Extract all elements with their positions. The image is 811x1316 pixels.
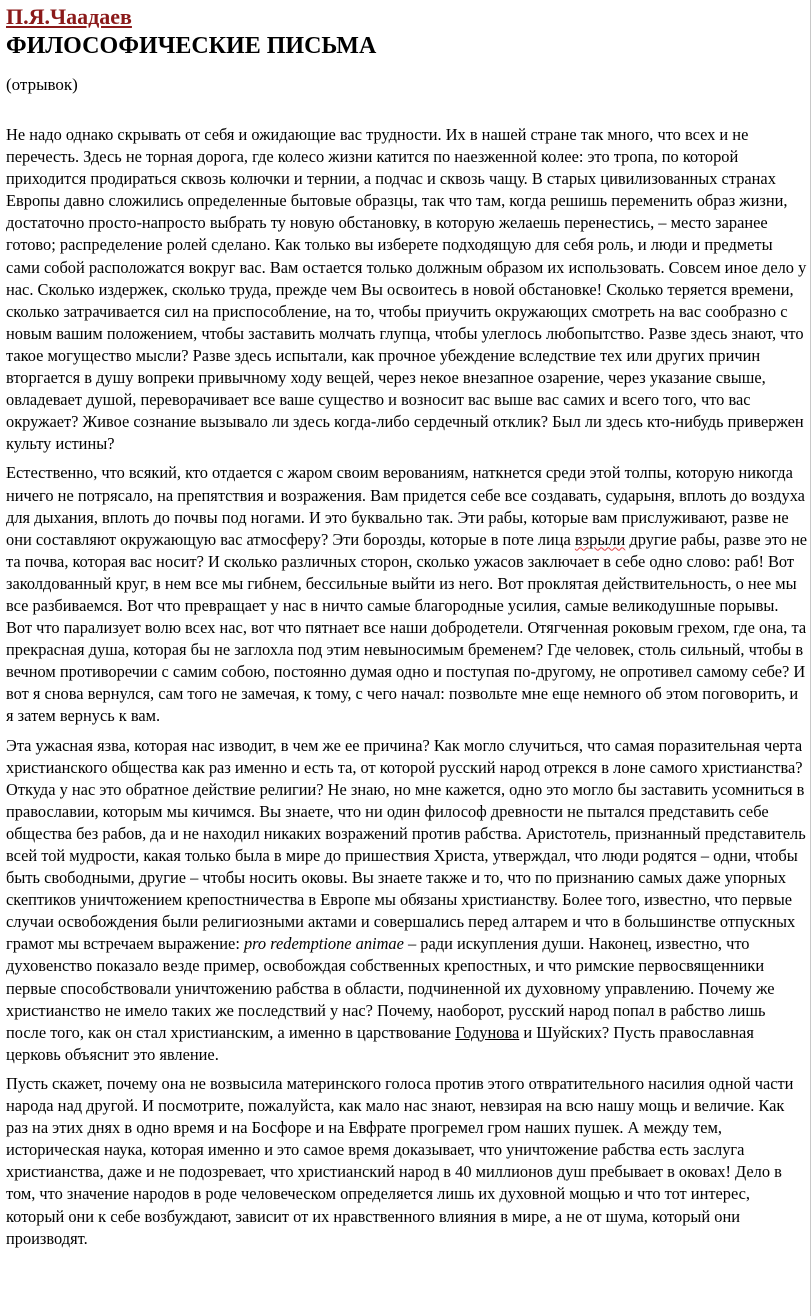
paragraph-2	[6, 462, 810, 727]
paragraph-1: Не надо однако скрывать от себя и ожидающие вас трудности. Их в нашей стране так много, что всех и не перечесть. Здесь не торная дорога, где колесо жизни катится по наезженной колее: это тропа, по которой приходится продираться сквозь колючки и тернии, а подчас и сквозь чащу. В старых цивилизованных странах Европы давно сложились определенные бытовые образцы, так что там, когда решишь переменить образ жизни, достаточно просто-напросто выбрать ту новую обстановку, в которую желаешь перенестись, – место заранее готово; распределение ролей сделано. Как только вы изберете подходящую для себя роль, и люди и предметы сами собой расположатся вокруг вас. Вам остается только должным образом их использовать. Совсем иное дело у нас. Сколько издержек, сколько труда, прежде чем Вы освоитесь в новой обстановке! Сколько теряется времени, сколько затрачивается сил на приспособление, на то, чтобы приучить окружающих смотреть на вас сообразно с новым вашим положением, чтобы заставить молчать глупца, чтобы улеглось любопытство. Разве здесь знают, что такое могущество мысли? Разве здесь испытали, как прочное убеждение вследствие тех или других причин вторгается в душу вопреки привычному ходу вещей, через некое внезапное озарение, через указание свыше, овладевает душой, переворачивает все ваше существо и возносит вас выше вас самих и всего того, что вас окружает? Живое сознание вызывало ли здесь когда-либо сердечный отклик? Был ли здесь кто-нибудь привержен культу истины?	[6, 125, 807, 454]
underlined-word[interactable]: Годунова	[455, 1022, 520, 1042]
paragraph-2-text-end: другие рабы, разве это не та почва, которая вас носит? И сколько различных сторон, сколько ужасов заключает в себе одно слово: раб! Вот заколдованный круг, в нем все мы гибнем, бессильные выйти из него. Вот проклятая действительность, о нее мы все разбиваемся. Вот что превращает у нас в ничто самые благородные усилия, самые великодушные порывы. Вот что парализует волю всех нас, вот что пятнает все наши добродетели. Отягченная роковым грехом, где она, та прекрасная душа, которая бы не заглохла под этим невыносимым бременем? Где человек, столь сильный, чтобы в вечном противоречии с самим собою, постоянно думая одно и поступая по-другому, не опротивел самому себе? И вот я снова вернулся, сам того не замечая, к тому, с чего начал: позвольте мне еще немного об этом поговорить, и я затем вернусь к вам.	[6, 529, 808, 726]
latin-phrase: pro redemptione animae	[243, 934, 404, 954]
document-title: ФИЛОСОФИЧЕСКИЕ ПИСЬМА	[6, 33, 377, 59]
spellcheck-flagged-word[interactable]: взрыли	[574, 529, 626, 549]
author-name-link[interactable]: П.Я.Чаадаев	[6, 4, 132, 29]
paragraph-3	[6, 735, 810, 1066]
paragraph-4: Пусть скажет, почему она не возвысила материнского голоса против этого отвратительного насилия одной части народа над другой. И посмотрите, пожалуйста, как мало нас знают, невзирая на всю нашу мощь и величие. Как раз на этих днях в одно время и на Босфоре и на Евфрате прогремел гром наших пушек. А между тем, историческая наука, которая именно и это самое время доказывает, что уничтожение рабства есть заслуга христианства, даже и не подозревает, что христианский народ в 40 миллионов душ пребывает в оковах! Дело в том, что значение народов в роде человеческом определяется лишь их духовной мощью и что тот интерес, который они к себе возбуждают, зависит от их нравственного влияния в мире, а не от шума, который они производят.	[6, 1073, 794, 1248]
document-subtitle: (отрывок)	[6, 75, 78, 94]
paragraph-3-text-end: и Шуйских? Пусть православная церковь объяснит это явление.	[6, 1022, 754, 1064]
paragraph-3-text-start: Эта ужасная язва, которая нас изводит, в чем же ее причина? Как могло случиться, что самая поразительная черта христианского общества как раз именно и есть та, от которой русский народ отрекся в лоне самого христианства? Откуда у нас это обратное действие религии? Не знаю, но мне кажется, одно это могло бы заставить усомниться в православии, которым мы кичимся. Вы знаете, что ни один философ древности не пытался представить себе общества без рабов, да и не находил никаких возражений против рабства. Аристотель, признанный представитель всей той мудрости, какая только была в мире до пришествия Христа, утверждал, что люди родятся – одни, чтобы быть свободными, другие – чтобы носить оковы. Вы знаете также и то, что по признанию самых даже упорных скептиков уничтожением крепостничества в Европе мы обязаны христианству. Более того, известно, что первые случаи освобождения были религиозными актами и совершались перед алтарем и что в большинстве отпускных грамот мы встречаем выражение:	[6, 735, 806, 954]
paragraph-3-text-middle: – ради искупления души. Наконец, известно, что духовенство показало везде пример, освобождая собственных крепостных, и что римские первосвященники первые способствовали уничтожению рабства в области, подчиненной их духовному управлению. Почему же христианство не имело таких же последствий у нас? Почему, наоборот, русский народ попал в рабство лишь после того, как он стал христианским, а именно в царствование	[6, 934, 775, 1042]
paragraph-2-text-start: Естественно, что всякий, кто отдается с жаром своим верованиям, наткнется среди этой толпы, которую никогда ничего не потрясало, на препятствия и возражения. Вам придется себе все создавать, сударыня, вплоть до воздуха для дыхания, вплоть до почвы под ногами. И это буквально так. Эти рабы, которые вам прислуживают, разве не они составляют окружающую вас атмосферу? Эти борозды, которые в поте лица	[6, 463, 805, 549]
